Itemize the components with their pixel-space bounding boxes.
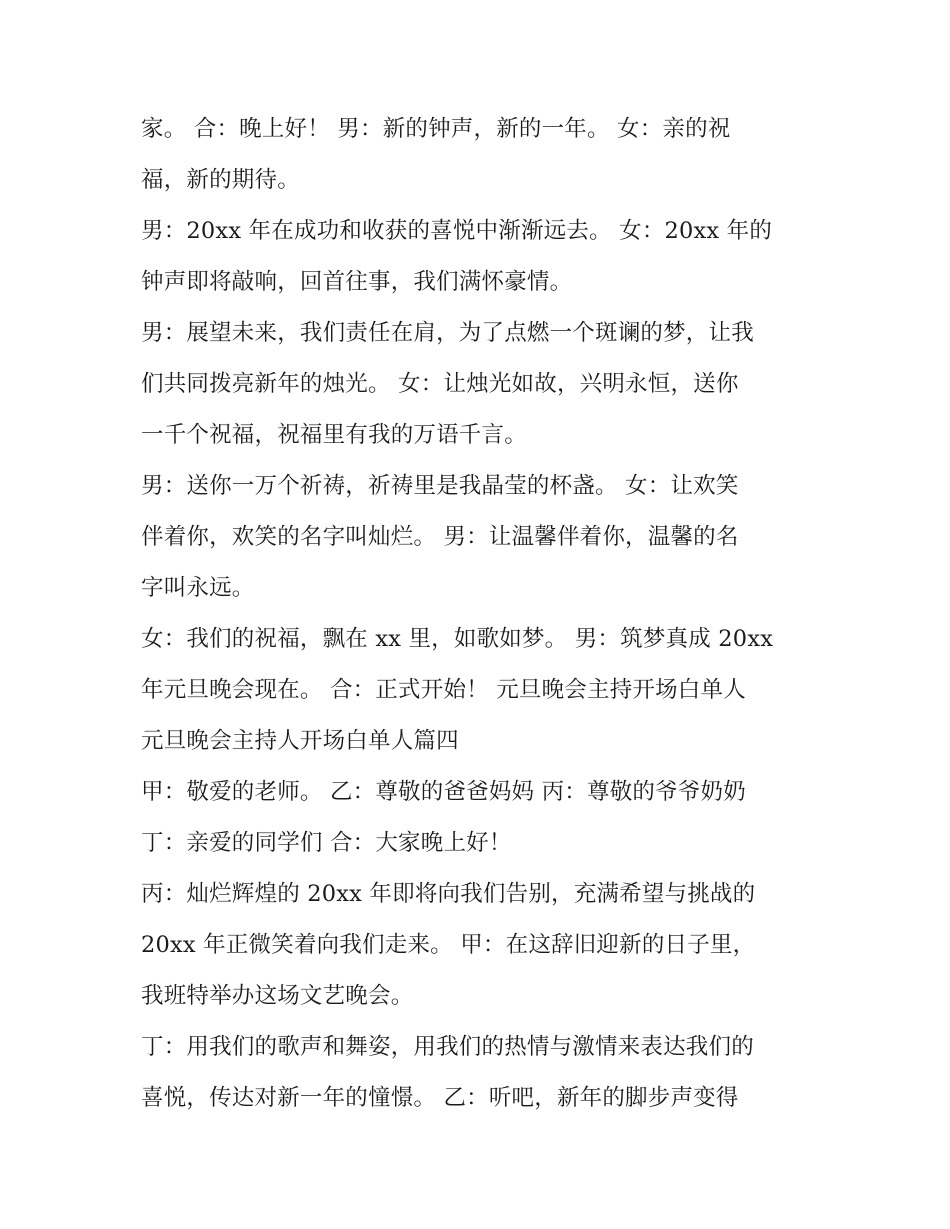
text-line: 们共同拨亮新年的烛光。 女：让烛光如故，兴明永恒，送你 (141, 371, 739, 397)
text-line: 喜悦，传达对新一年的憧憬。 乙：听吧，新年的脚步声变得 (141, 1085, 739, 1111)
text-line: 20xx 年正微笑着向我们走来。 甲：在这辞旧迎新的日子里， (141, 932, 756, 958)
text-line: 我班特举办这场文艺晚会。 (141, 983, 414, 1009)
text-line: 丁：亲爱的同学们 合：大家晚上好！ (141, 830, 512, 856)
text-line: 一千个祝福，祝福里有我的万语千言。 (141, 422, 527, 448)
section-heading-line: 元旦晚会主持人开场白单人篇四 (141, 728, 459, 754)
text-line: 字叫永远。 (141, 575, 255, 601)
text-line: 伴着你，欢笑的名字叫灿烂。 男：让温馨伴着你，温馨的名 (141, 524, 739, 550)
text-line: 钟声即将敲响，回首往事，我们满怀豪情。 (141, 269, 573, 295)
text-line: 男：20xx 年在成功和收获的喜悦中渐渐远去。 女：20xx 年的 (141, 218, 773, 244)
text-line: 丙：灿烂辉煌的 20xx 年即将向我们告别，充满希望与挑战的 (141, 881, 756, 907)
text-line: 丁：用我们的歌声和舞姿，用我们的热情与激情来表达我们的 (141, 1034, 754, 1060)
text-line: 家。 合：晚上好！ 男：新的钟声，新的一年。 女：亲的祝 (141, 116, 731, 142)
text-line: 福，新的期待。 (141, 167, 300, 193)
text-line: 年元旦晚会现在。 合：正式开始！ 元旦晚会主持开场白单人 (141, 677, 746, 703)
text-line: 女：我们的祝福，飘在 xx 里，如歌如梦。 男：筑梦真成 20xx (141, 626, 774, 652)
text-line: 甲：敬爱的老师。 乙：尊敬的爸爸妈妈 丙：尊敬的爷爷奶奶 (141, 779, 746, 805)
text-line: 男：展望未来，我们责任在肩，为了点燃一个斑谰的梦，让我 (141, 320, 754, 346)
document-body (141, 104, 821, 1124)
text-line: 男：送你一万个祈祷，祈祷里是我晶莹的杯盏。 女：让欢笑 (141, 473, 739, 499)
